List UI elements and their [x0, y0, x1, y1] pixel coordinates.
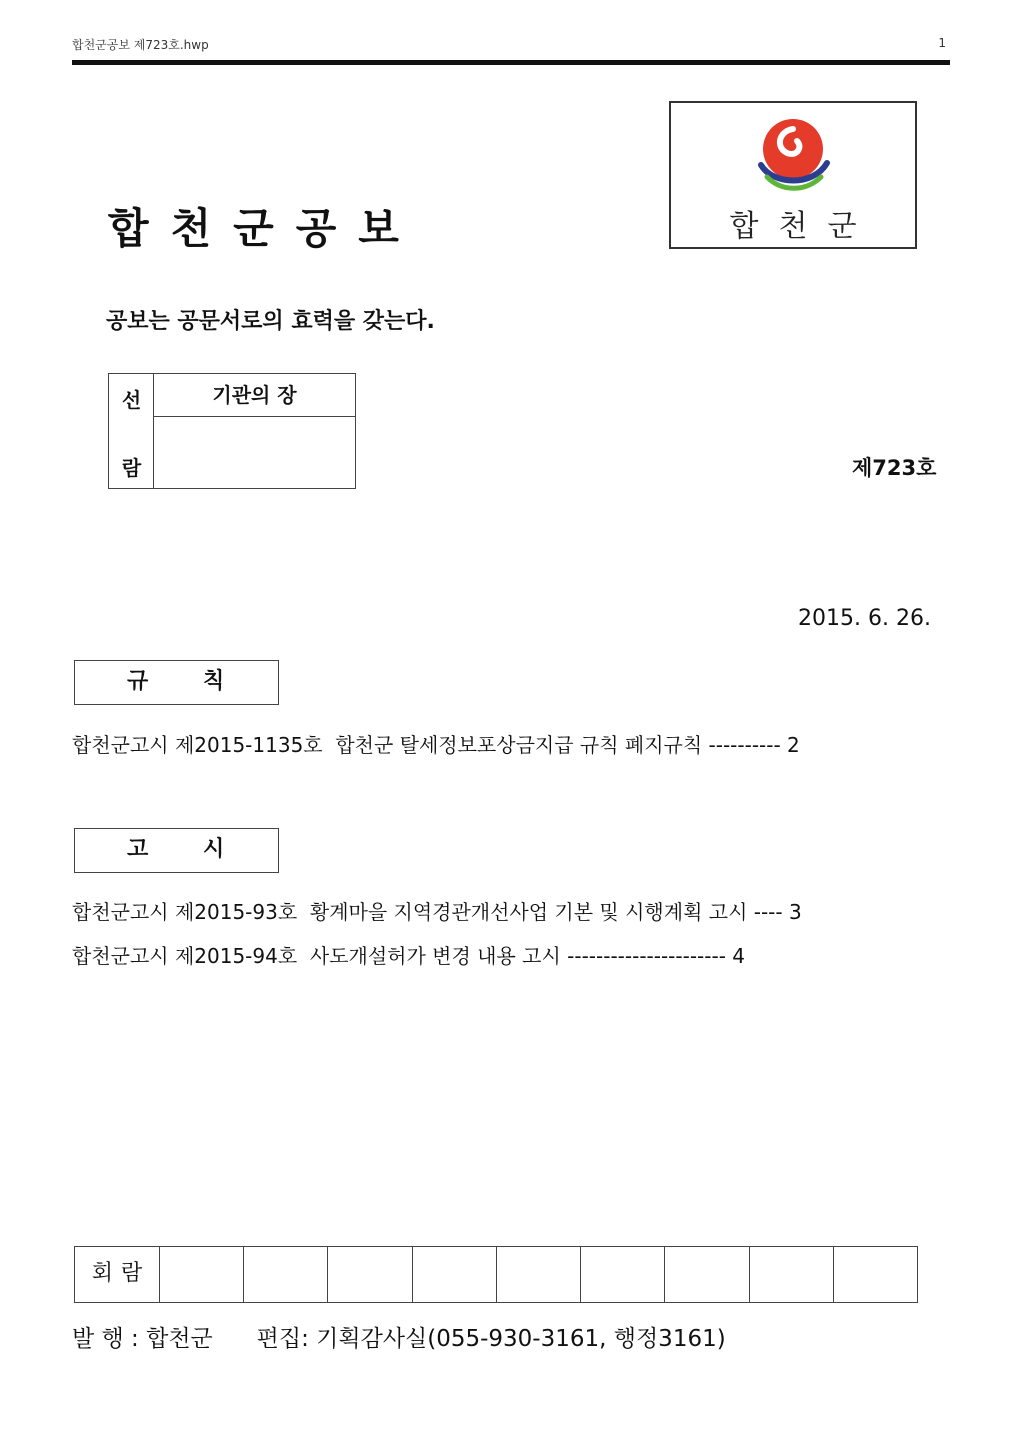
approval-table: [108, 373, 356, 489]
issue-number: 제723호: [852, 456, 937, 480]
section-heading-notices: [74, 828, 279, 873]
page-number: 1: [938, 36, 946, 50]
approval-label-bottom: 람: [121, 456, 142, 480]
circulation-cell: [497, 1247, 581, 1302]
section-heading-char: 규: [127, 669, 149, 694]
circulation-cell: [160, 1247, 244, 1302]
issue-date: 2015. 6. 26.: [798, 606, 931, 631]
section-heading-char: 고: [127, 837, 149, 862]
toc-entry[interactable]: 합천군고시 제2015-93호 황계마을 지역경관개선사업 기본 및 시행계획 고시 ---- 3: [72, 900, 802, 924]
approval-label-top: 선: [121, 388, 142, 412]
county-emblem-icon: [753, 115, 835, 199]
running-header-filename: 합천군공보 제723호.hwp: [72, 38, 209, 52]
circulation-cell: [244, 1247, 328, 1302]
header-rule: [72, 60, 950, 65]
logo-text: 합천군: [729, 209, 877, 244]
gazette-title: 합천군공보: [108, 204, 421, 253]
circulation-table: [74, 1246, 918, 1303]
section-heading-char: 칙: [203, 669, 225, 694]
approval-head-cell: 기관의 장: [154, 374, 355, 417]
circulation-cell: [834, 1247, 917, 1302]
county-logo-box: [669, 101, 917, 249]
circulation-cell: [328, 1247, 412, 1302]
circulation-cell: [750, 1247, 834, 1302]
circulation-label: 회람: [75, 1247, 160, 1302]
circulation-cell: [665, 1247, 749, 1302]
toc-entry[interactable]: 합천군고시 제2015-94호 사도개설허가 변경 내용 고시 ---------------------- 4: [72, 944, 745, 968]
section-heading-char: 시: [203, 837, 225, 862]
circulation-cell: [581, 1247, 665, 1302]
legal-effect-notice: 공보는 공문서로의 효력을 갖는다.: [106, 309, 435, 334]
toc-entry[interactable]: 합천군고시 제2015-1135호 합천군 탈세정보포상금지급 규칙 폐지규칙 ---------- 2: [72, 733, 800, 757]
publisher-footer: 발 행 : 합천군 편집: 기획감사실(055-930-3161, 행정3161): [72, 1326, 726, 1352]
circulation-cell: [413, 1247, 497, 1302]
section-heading-rules: [74, 660, 279, 705]
